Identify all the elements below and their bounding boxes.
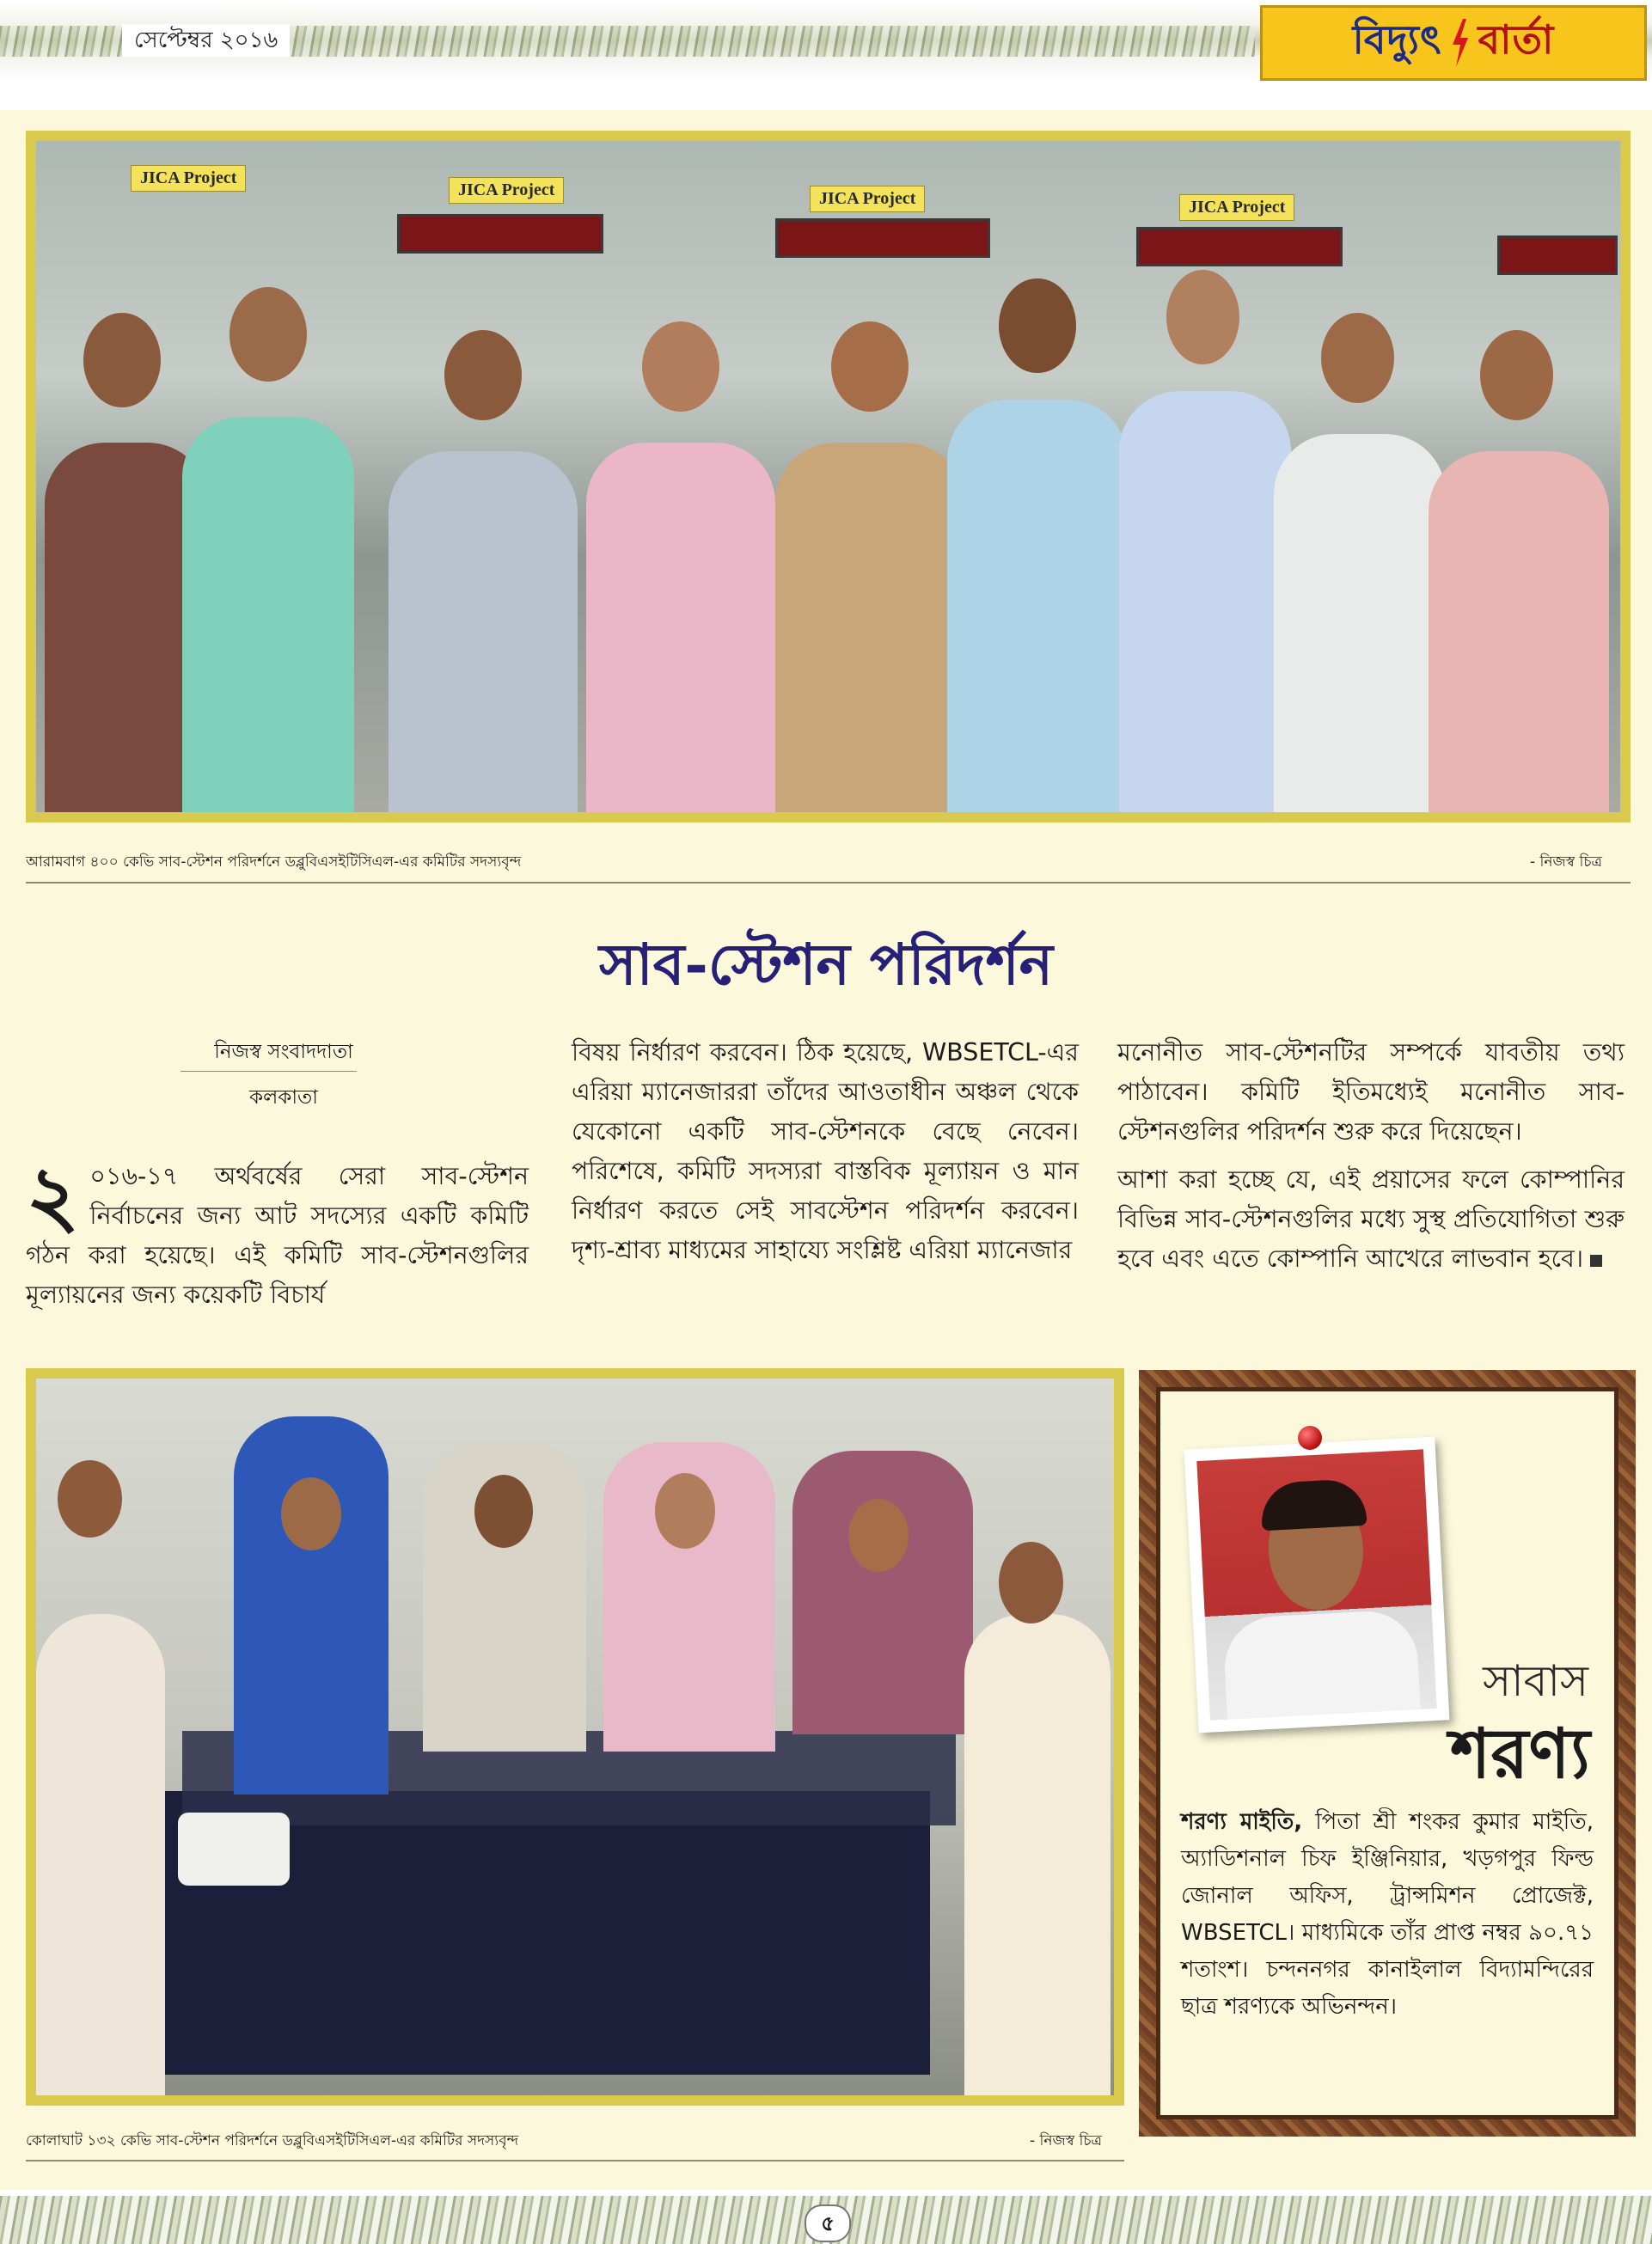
bio-text: পিতা শ্রী শংকর কুমার মাইতি, অ্যাডিশনাল চিফ ইঞ্জিনিয়ার, খড়গপুর ফিল্ড জোনাল অফিস, ট্রান্সমিশন প্রোজেক্ট, WBSETCL। মাধ্যমিকে তাঁর প্রাপ্ত নম্বর ৯০.৭১ শতাংশ। চন্দননগর কানাইলাল বিদ্যামন্দিরের ছাত্র শরণ্যকে অভিনন্দন। <box>1181 1809 1594 2020</box>
column-1-text: ০১৬-১৭ অর্থবর্ষের সেরা সাব-স্টেশন নির্বাচনের জন্য আট সদস্যের একটি কমিটি গঠন করা হয়েছে। এই কমিটি সাব-স্টেশনগুলির মূল্যায়নের জন্য কয়েকটি বিচার্য <box>26 1162 529 1309</box>
person-figure <box>1274 434 1446 812</box>
person-figure <box>792 1451 973 1734</box>
person-figure <box>586 443 775 812</box>
masthead-title-right: বার্তা <box>1478 16 1555 63</box>
photo-frame-top <box>26 131 1631 822</box>
person-figure <box>947 400 1128 812</box>
byline-divider <box>180 1071 357 1072</box>
person-head <box>831 321 909 412</box>
person-figure <box>964 1614 1111 2095</box>
drop-cap: ২ <box>26 1147 80 1244</box>
jica-project-tag: JICA Project <box>810 186 925 212</box>
person-head <box>655 1473 715 1549</box>
meter-display <box>1136 227 1343 266</box>
person-figure <box>182 417 354 812</box>
masthead-logo <box>1260 5 1647 81</box>
student-portrait <box>1196 1449 1436 1720</box>
photo-caption-top: আরামবাগ ৪০০ কেভি সাব-স্টেশন পরিদর্শনে ডব্লুবিএসইটিসিএল-এর কমিটির সদস্যবৃন্দ <box>26 853 522 871</box>
portrait-hair <box>1260 1478 1367 1531</box>
person-head <box>58 1460 122 1538</box>
masthead-title-left: বিদ্যুৎ <box>1352 16 1442 63</box>
student-photo <box>1184 1437 1450 1733</box>
article-column-3 <box>1117 1033 1624 1279</box>
portrait-shirt <box>1222 1609 1421 1721</box>
photo-frame-bottom <box>26 1368 1124 2106</box>
article-byline: নিজস্ব সংবাদদাতা <box>214 1041 353 1063</box>
tribute-card <box>1156 1387 1618 2119</box>
tribute-frame <box>1139 1370 1636 2137</box>
person-head <box>1321 313 1394 403</box>
photo-credit-top: - নিজস্ব চিত্র <box>1530 853 1603 871</box>
photo-credit-bottom: - নিজস্ব চিত্র <box>1030 2132 1103 2149</box>
article-column-1 <box>26 1147 529 1315</box>
page-number: ৫ <box>805 2204 851 2242</box>
person-head <box>999 278 1076 373</box>
jica-project-tag: JICA Project <box>131 165 246 192</box>
meter-display <box>775 218 990 258</box>
person-figure <box>389 451 578 812</box>
photo-caption-bottom: কোলাঘাট ১৩২ কেভি সাব-স্টেশন পরিদর্শনে ডব্লুবিএসইটিসিএল-এর কমিটির সদস্যবৃন্দ <box>26 2132 519 2149</box>
meter-display <box>1497 235 1618 275</box>
person-figure <box>1119 391 1291 812</box>
issue-date: সেপ্টেম্বর ২০১৬ <box>122 24 290 57</box>
column-3-paragraph-2: আশা করা হচ্ছে যে, এই প্রয়াসের ফলে কোম্পানির বিভিন্ন সাব-স্টেশনগুলির মধ্যে সুস্থ প্রতিযোগিতা শুরু হবে এবং এতে কোম্পানি আখেরে লাভবান হবে। <box>1117 1165 1624 1273</box>
person-head <box>642 321 719 412</box>
tribute-label: সাবাস <box>1483 1656 1588 1706</box>
person-figure <box>234 1416 389 1795</box>
person-figure <box>775 443 964 812</box>
person-head <box>848 1499 909 1572</box>
person-head <box>281 1477 341 1550</box>
person-head <box>474 1475 533 1548</box>
end-mark-icon <box>1590 1255 1602 1267</box>
jica-project-tag: JICA Project <box>449 177 564 204</box>
tribute-bio <box>1181 1804 1594 2026</box>
group-photo-aarambag <box>36 141 1620 812</box>
top-banner <box>0 0 1652 82</box>
person-figure <box>1429 451 1609 812</box>
group-photo-kolaghat <box>36 1379 1114 2095</box>
article-headline: সাব-স্টেশন পরিদর্শন <box>598 931 1054 998</box>
person-head <box>83 313 161 407</box>
person-head <box>999 1542 1063 1623</box>
article-dateline: কলকাতা <box>249 1086 318 1109</box>
person-head <box>1166 270 1239 364</box>
column-3-paragraph-1: মনোনীত সাব-স্টেশনটির সম্পর্কে যাবতীয় তথ্য পাঠাবেন। কমিটি ইতিমধ্যেই মনোনীত সাব-স্টেশনগুলির পরিদর্শন শুরু করে দিয়েছেন। <box>1117 1038 1624 1146</box>
jica-project-tag: JICA Project <box>1179 194 1294 221</box>
column-2-text: বিষয় নির্ধারণ করবেন। ঠিক হয়েছে, WBSETCL-এর এরিয়া ম্যানেজাররা তাঁদের আওতাধীন অঞ্চল থেকে যেকোনো একটি সাব-স্টেশনকে বেছে নেবেন। পরিশেষে, কমিটি সদস্যরা বাস্তবিক মূল্যায়ন ও মান নির্ধারণ করতে সেই সাবস্টেশন পরিদর্শন করবেন। দৃশ্য-শ্রাব্য মাধ্যমের সাহায্যে সংশ্লিষ্ট এরিয়া ম্যানেজার <box>572 1038 1079 1264</box>
article-column-2 <box>572 1033 1079 1270</box>
lightning-bolt-icon <box>1451 19 1470 67</box>
meter-display <box>397 214 603 254</box>
person-figure <box>36 1614 165 2095</box>
person-head <box>229 287 307 382</box>
bio-name: শরণ্য মাইতি, <box>1181 1809 1303 1835</box>
tribute-name: শরণ্য <box>1450 1713 1590 1794</box>
push-pin-icon <box>1298 1426 1322 1450</box>
caption-divider <box>26 882 1631 884</box>
person-head <box>1480 330 1553 420</box>
telephone <box>178 1813 290 1886</box>
person-head <box>444 330 522 420</box>
caption-divider <box>26 2160 1124 2161</box>
